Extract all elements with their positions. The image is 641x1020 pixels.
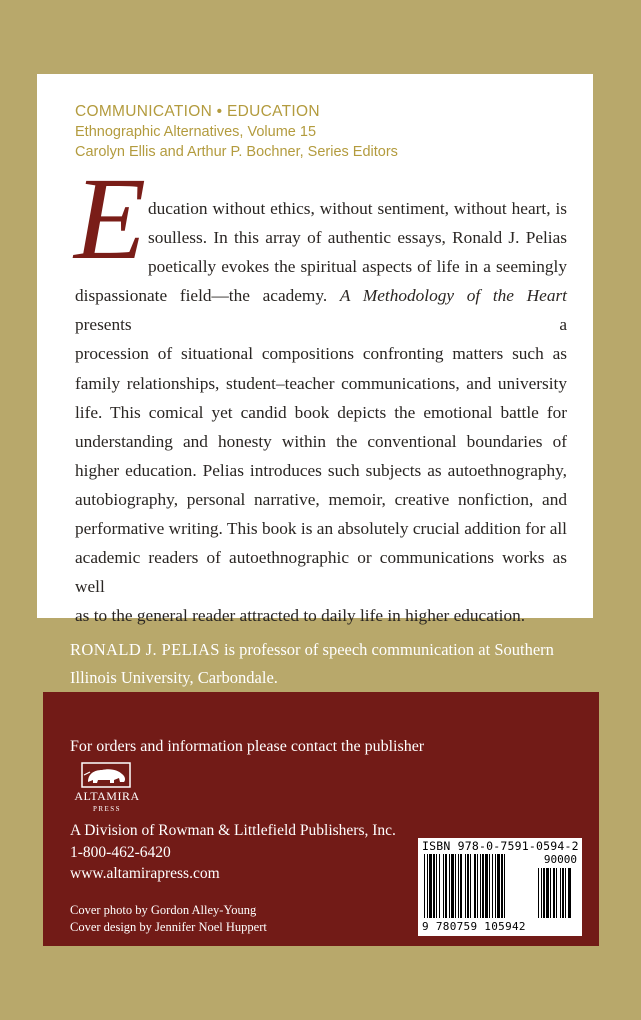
blurb-text: presents a <box>75 315 567 335</box>
cover-credits <box>70 902 267 936</box>
blurb-line: soulless. In this array of authentic essays, Ronald J. Pelias <box>148 228 567 248</box>
isbn-number: ISBN 978-0-7591-0594-2 <box>422 839 579 853</box>
book-title: A Methodology of the Heart <box>339 286 567 306</box>
isbn-barcode-icon <box>418 838 582 936</box>
blurb-line: higher education. Pelias introduces such subjects as autoethnography, <box>75 460 567 480</box>
author-bio <box>70 636 600 692</box>
bio-text: is professor of speech communication at Southern <box>219 640 554 659</box>
author-name: RONALD J. PELIAS <box>70 640 220 659</box>
logo-subtitle: PRESS <box>92 805 122 813</box>
blurb-line: poetically evokes the spiritual aspects of life in a seemingly <box>148 257 567 277</box>
blurb-line <box>75 281 567 339</box>
altamira-bison-logo-icon <box>70 762 144 816</box>
blurb-line: understanding and honesty within the conventional boundaries of <box>75 431 567 451</box>
publisher-division: A Division of Rowman & Littlefield Publishers, Inc. <box>70 822 396 839</box>
design-credit: Cover design by Jennifer Noel Huppert <box>70 920 267 934</box>
publisher-phone: 1-800-462-6420 <box>70 843 171 861</box>
bio-text-cont: Illinois University, Carbondale. <box>70 668 278 687</box>
publisher-heading: For orders and information please contact the publisher <box>70 738 425 755</box>
blurb-line: performative writing. This book is an absolutely crucial addition for all <box>75 519 567 539</box>
blurb-line: procession of situational compositions confronting matters such as <box>75 344 567 364</box>
logo-wordmark: ALTAMIRA <box>74 789 140 803</box>
blurb-text: dispassionate field—the academy. <box>75 286 340 306</box>
drop-cap: E <box>74 153 147 284</box>
publisher-details <box>70 820 396 885</box>
price-code: 90000 <box>543 853 577 866</box>
series-editors: Carolyn Ellis and Arthur P. Bochner, Series Editors <box>75 144 398 160</box>
blurb-line: ducation without ethics, without sentiment, without heart, is <box>148 199 567 218</box>
blurb-line: autobiography, personal narrative, memoir, creative nonfiction, and <box>75 489 567 509</box>
book-description <box>75 194 567 630</box>
series-volume: Ethnographic Alternatives, Volume 15 <box>75 124 317 140</box>
blurb-line: family relationships, student–teacher communications, and university <box>75 373 567 393</box>
blurb-line: academic readers of autoethnographic or communications works as well <box>75 548 567 597</box>
blurb-line: as to the general reader attracted to daily life in higher education. <box>75 606 526 626</box>
photo-credit: Cover photo by Gordon Alley-Young <box>70 903 257 917</box>
barcode-digits: 9 780759 105942 <box>422 920 526 933</box>
series-category: COMMUNICATION • EDUCATION <box>75 103 320 120</box>
blurb-line: life. This comical yet candid book depicts the emotional battle for <box>75 402 567 422</box>
publisher-website: www.altamirapress.com <box>70 865 220 882</box>
